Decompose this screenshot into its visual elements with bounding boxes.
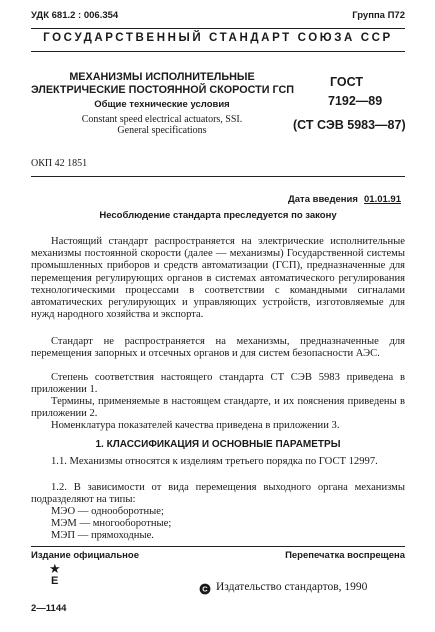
- paragraph-exclusions: Стандарт не распространяется на механизмы, предназначенные для перемещения запорных и отсечных органов и для систем безопасности АЭС.: [31, 336, 405, 360]
- title-line-1: МЕХАНИЗМЫ ИСПОЛНИТЕЛЬНЫЕ: [69, 71, 255, 83]
- title-english-line-1: Constant speed electrical actuators, SSI.: [81, 114, 243, 125]
- intro-date-value: 01.01.91: [364, 194, 401, 205]
- intro-date-label: Дата введения: [288, 194, 358, 205]
- group-code: Группа П72: [352, 10, 405, 21]
- gost-number: 7192—89: [328, 94, 383, 108]
- title-subtitle: Общие технические условия: [94, 99, 230, 110]
- okp-code: ОКП 42 1851: [31, 158, 88, 169]
- clause-1-2: 1.2. В зависимости от вида перемещения выходного органа механизмы подразделяют на типы:: [31, 482, 405, 506]
- legal-notice: Несоблюдение стандарта преследуется по закону: [99, 210, 337, 221]
- paragraph-scope: Настоящий стандарт распространяется на электрические исполнительные механизмы постоянной скорости (далее — механизмы) Государственной системы промышленных приборов и средств автоматизации (ГСП), предназначенные для перемещения регулирующих органов в системах автоматического регулирования технологическими процессами в соответствии с командными сигналами автоматических регулирующих и управляющих устройств, изготовляемые для нужд народного хозяйства и экспорта.: [31, 236, 405, 321]
- svg-text:C: C: [202, 584, 208, 594]
- copyright-icon: [199, 582, 211, 600]
- paragraph-terms: Термины, применяемые в настоящем стандарте, и их пояснения приведены в приложении 2.: [31, 396, 405, 420]
- top-rule: [31, 28, 405, 29]
- title-line-2: ЭЛЕКТРИЧЕСКИЕ ПОСТОЯННОЙ СКОРОСТИ ГСП: [31, 84, 295, 96]
- publisher-copyright: Издательство стандартов, 1990: [216, 581, 368, 593]
- type-list-item: МЭО — однооборотные;: [51, 506, 164, 517]
- banner-rule: [31, 51, 405, 52]
- type-list-item: МЭМ — многооборотные;: [51, 518, 172, 529]
- type-list-item: МЭП — прямоходные.: [51, 530, 154, 541]
- reprint-prohibited-label: Перепечатка воспрещена: [285, 550, 405, 561]
- print-code: 2—1144: [31, 603, 67, 614]
- paragraph-sev-correspondence: Степень соответствия настоящего стандарта СТ СЭВ 5983 приведена в приложении 1.: [31, 372, 405, 396]
- state-standard-banner: ГОСУДАРСТВЕННЫЙ СТАНДАРТ СОЮЗА ССР: [43, 32, 393, 44]
- star-icon: ★: [49, 561, 61, 576]
- section-1-heading: 1. КЛАССИФИКАЦИЯ И ОСНОВНЫЕ ПАРАМЕТРЫ: [95, 439, 341, 450]
- udk-code: УДК 681.2 : 006.354: [31, 10, 119, 21]
- clause-1-1: 1.1. Механизмы относятся к изделиям третьего порядка по ГОСТ 12997.: [51, 456, 378, 467]
- official-edition-label: Издание официальное: [31, 550, 139, 561]
- footer-rule: [31, 546, 405, 547]
- title-english-line-2: General specifications: [117, 125, 207, 136]
- sev-reference: (СТ СЭВ 5983—87): [293, 118, 406, 132]
- okp-rule: [31, 176, 405, 177]
- paragraph-quality-indicators: Номенклатура показателей качества приведена в приложении 3.: [51, 420, 340, 431]
- gost-label: ГОСТ: [330, 75, 363, 89]
- edition-mark: Е: [51, 575, 59, 587]
